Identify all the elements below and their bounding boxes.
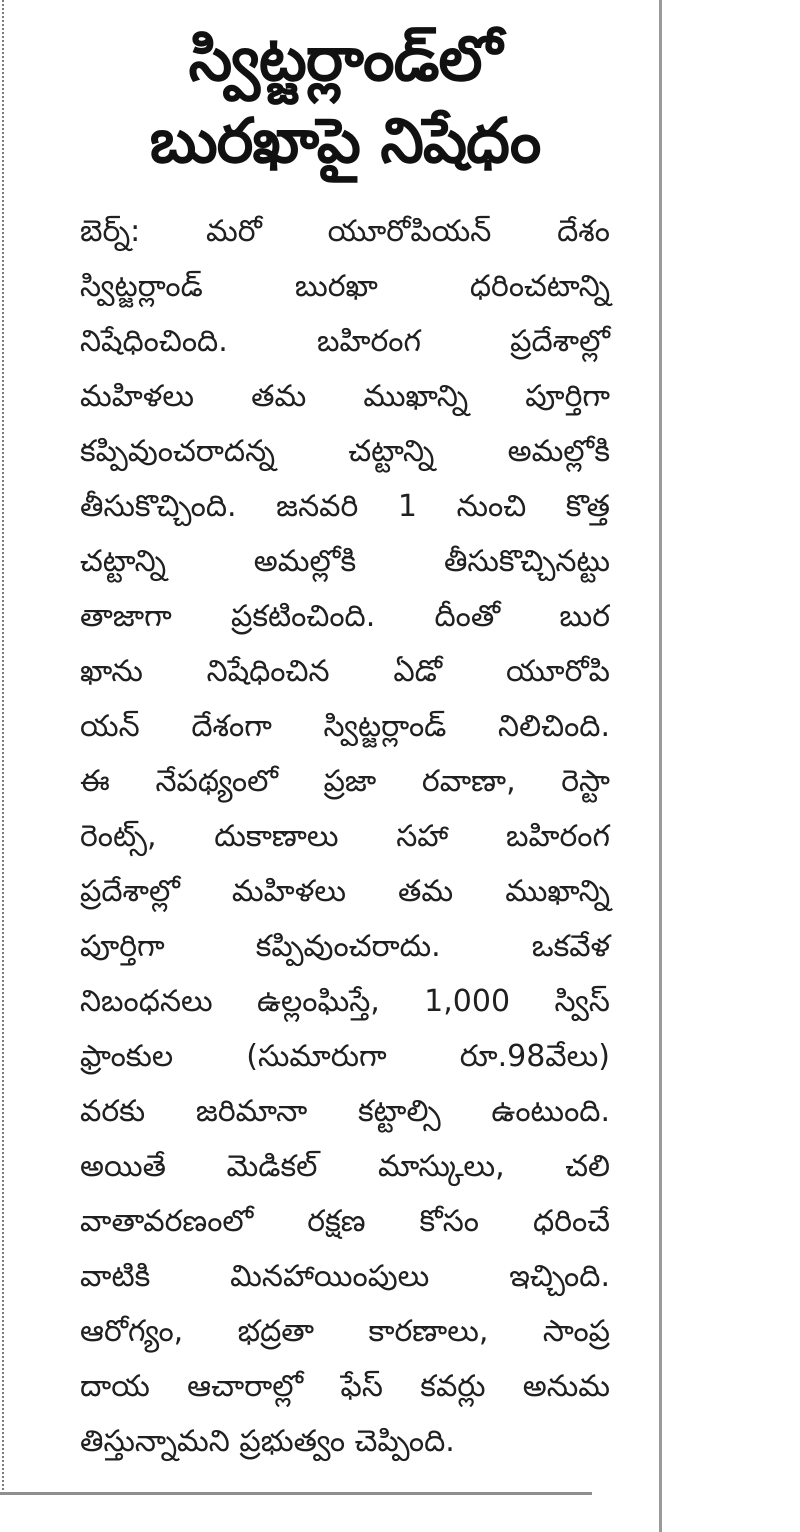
bottom-divider xyxy=(0,1492,592,1495)
body-line: దాయ ఆచారాల్లో ఫేస్‌ కవర్లు అనుమ xyxy=(80,1369,610,1404)
body-line: వాతావరణంలో రక్షణ కోసం ధరించే xyxy=(80,1204,610,1239)
body-line: కప్పివుంచరాదన్న చట్టాన్ని అమల్లోకి xyxy=(80,434,610,469)
news-article xyxy=(80,18,610,1469)
body-line: వరకు జరిమానా కట్టాల్సి ఉంటుంది. xyxy=(80,1094,610,1129)
body-line: రెంట్స్‌, దుకాణాలు సహా బహిరంగ xyxy=(80,819,610,854)
right-column-divider xyxy=(659,0,662,1532)
body-line: నిషేధించింది. బహిరంగ ప్రదేశాల్లో xyxy=(80,324,610,359)
body-line: స్విట్జర్లాండ్‌ బురఖా ధరించటాన్ని xyxy=(80,269,610,304)
body-line: యన్‌ దేశంగా స్విట్జర్లాండ్‌ నిలిచింది. xyxy=(80,709,610,744)
body-line: ఫ్రాంకుల (సుమారుగా రూ.98వేలు) xyxy=(80,1039,610,1074)
body-line: చట్టాన్ని అమల్లోకి తీసుకొచ్చినట్టు xyxy=(80,544,610,579)
body-line: అయితే మెడికల్‌ మాస్కులు, చలి xyxy=(80,1149,610,1184)
body-line: తాజాగా ప్రకటించింది. దీంతో బుర xyxy=(80,599,610,634)
article-body xyxy=(80,204,610,1469)
body-line: వాటికి మినహాయింపులు ఇచ్చింది. xyxy=(80,1259,610,1294)
body-line: ప్రదేశాల్లో మహిళలు తమ ముఖాన్ని xyxy=(80,874,610,909)
headline-line: బురఖాపై నిషేధం xyxy=(149,104,541,177)
body-line: తిస్తున్నామని ప్రభుత్వం చెప్పింది. xyxy=(80,1424,455,1459)
body-line: మహిళలు తమ ముఖాన్ని పూర్తిగా xyxy=(80,379,610,414)
body-line: నిబంధనలు ఉల్లంఘిస్తే, 1,000 స్విస్‌ xyxy=(80,984,610,1019)
body-line: తీసుకొచ్చింది. జనవరి 1 నుంచి కొత్త xyxy=(80,489,610,524)
headline-line: స్విట్జర్లాండ్‌లో xyxy=(188,22,502,95)
body-line: ఆరోగ్యం, భద్రతా కారణాలు, సాంప్ర xyxy=(80,1314,610,1349)
body-line: ఖాను నిషేధించిన ఏడో యూరోపి xyxy=(80,654,610,689)
body-line: ఈ నేపథ్యంలో ప్రజా రవాణా, రెస్టా xyxy=(80,764,610,799)
body-line: పూర్తిగా కప్పివుంచరాదు. ఒకవేళ xyxy=(80,929,610,964)
article-headline xyxy=(80,18,610,182)
body-line: బెర్న్‌: మరో యూరోపియన్‌ దేశం xyxy=(80,214,610,249)
left-column-divider xyxy=(2,0,4,1490)
